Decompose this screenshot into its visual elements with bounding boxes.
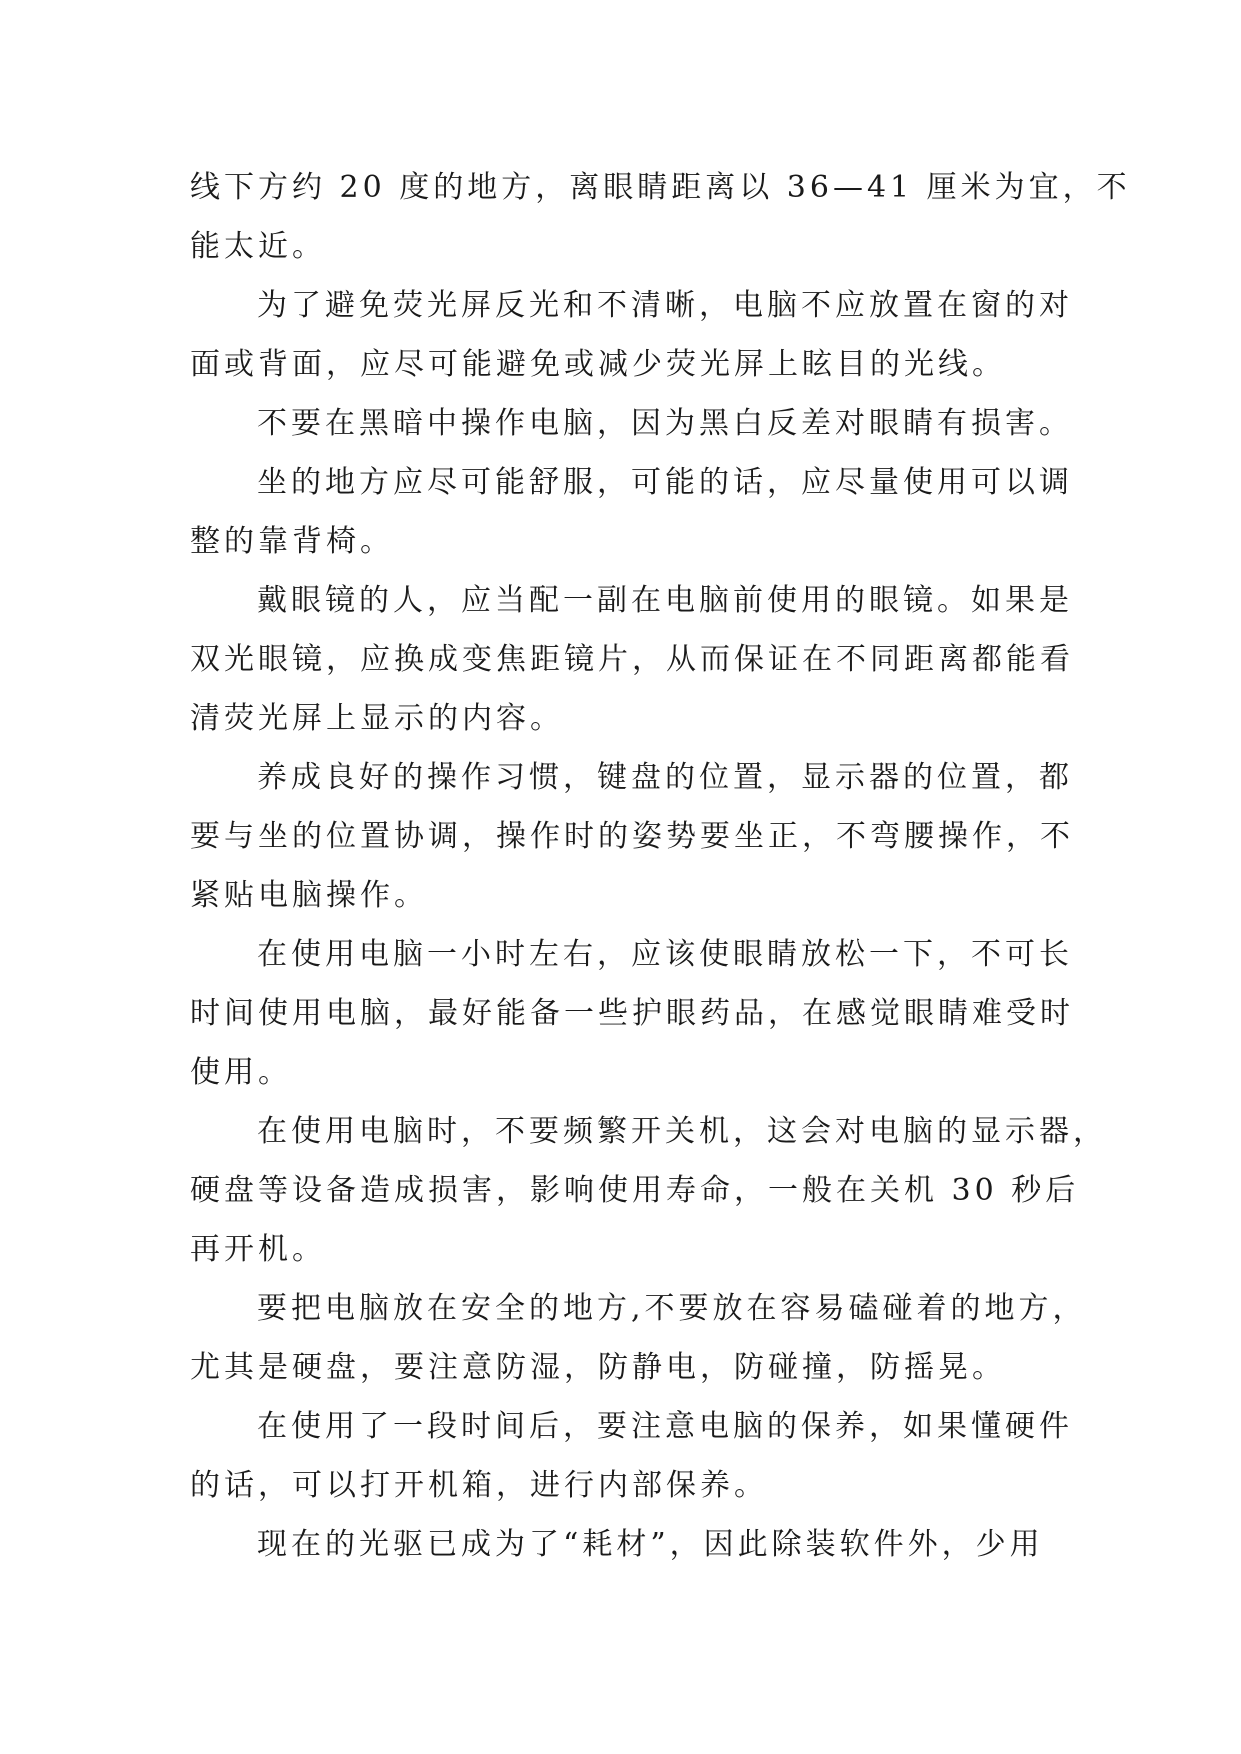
text-line: 清荧光屏上显示的内容。 bbox=[190, 701, 564, 736]
text-line: 戴眼镜的人，应当配一副在电脑前使用的眼镜。如果是 bbox=[257, 583, 1073, 618]
text-line: 时间使用电脑，最好能备一些护眼药品，在感觉眼睛难受时 bbox=[190, 996, 1074, 1031]
text-line: 再开机。 bbox=[190, 1232, 326, 1267]
text-line: 双光眼镜，应换成变焦距镜片，从而保证在不同距离都能看 bbox=[190, 642, 1074, 677]
text-line: 面或背面，应尽可能避免或减少荧光屏上眩目的光线。 bbox=[190, 347, 1006, 382]
body-text bbox=[190, 158, 1131, 1574]
text-line: 硬盘等设备造成损害，影响使用寿命，一般在关机 30 秒后 bbox=[190, 1173, 1080, 1208]
text-line: 不要在黑暗中操作电脑，因为黑白反差对眼睛有损害。 bbox=[257, 406, 1073, 441]
text-line: 尤其是硬盘，要注意防湿，防静电，防碰撞，防摇晃。 bbox=[190, 1350, 1006, 1385]
text-line: 养成良好的操作习惯，键盘的位置，显示器的位置，都 bbox=[257, 760, 1073, 795]
text-line: 线下方约 20 度的地方，离眼睛距离以 36—41 厘米为宜，不 bbox=[190, 170, 1131, 205]
text-line: 在使用电脑时，不要频繁开关机，这会对电脑的显示器， bbox=[257, 1114, 1107, 1149]
text-line: 的话，可以打开机箱，进行内部保养。 bbox=[190, 1468, 768, 1503]
text-line: 能太近。 bbox=[190, 229, 326, 264]
text-line: 为了避免荧光屏反光和不清晰，电脑不应放置在窗的对 bbox=[257, 288, 1073, 323]
text-line: 坐的地方应尽可能舒服，可能的话，应尽量使用可以调 bbox=[257, 465, 1073, 500]
text-line: 要与坐的位置协调，操作时的姿势要坐正，不弯腰操作，不 bbox=[190, 819, 1074, 854]
text-line: 整的靠背椅。 bbox=[190, 524, 394, 559]
text-line: 现在的光驱已成为了“耗材”，因此除装软件外，少用 bbox=[257, 1527, 1044, 1562]
text-line: 在使用了一段时间后，要注意电脑的保养，如果懂硬件 bbox=[257, 1409, 1073, 1444]
text-line: 紧贴电脑操作。 bbox=[190, 878, 428, 913]
text-line: 要把电脑放在安全的地方,不要放在容易磕碰着的地方， bbox=[257, 1291, 1087, 1326]
text-line: 在使用电脑一小时左右，应该使眼睛放松一下，不可长 bbox=[257, 937, 1073, 972]
text-line: 使用。 bbox=[190, 1055, 292, 1090]
